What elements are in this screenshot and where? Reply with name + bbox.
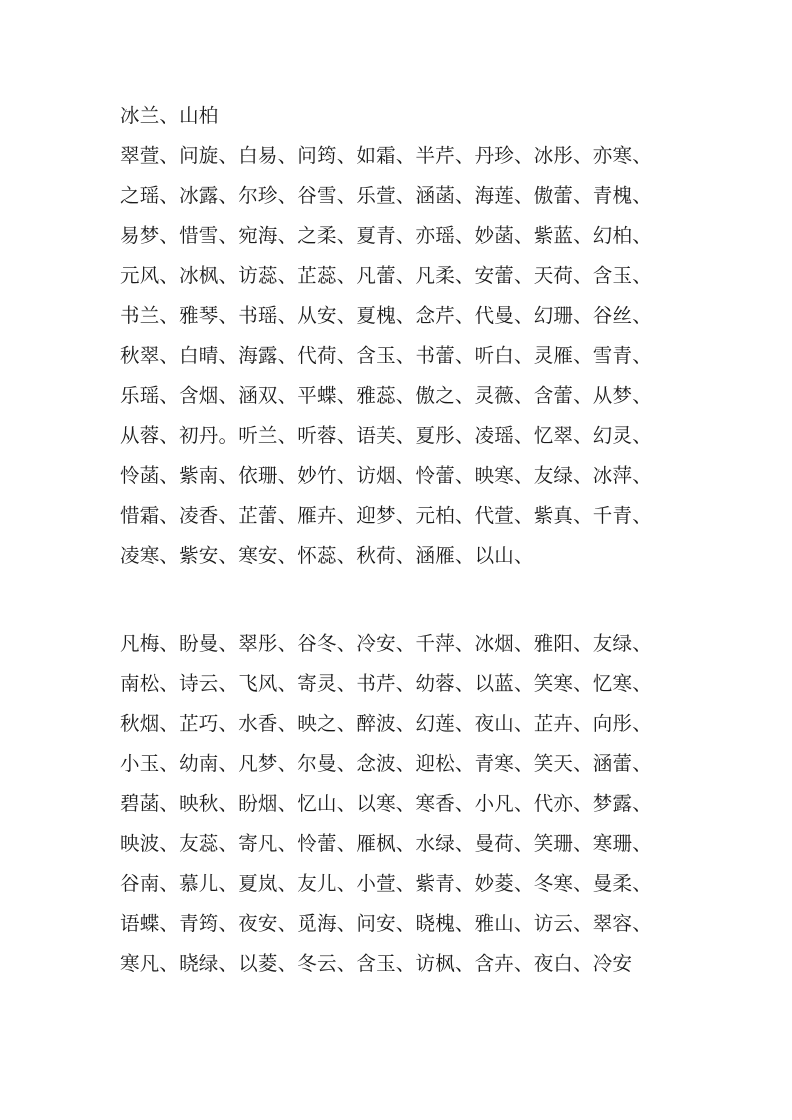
text-line: 凡梅、盼曼、翠彤、谷冬、冷安、千萍、冰烟、雅阳、友绿、 — [120, 632, 652, 655]
paragraph-2 — [120, 632, 680, 992]
text-line: 之瑶、冰露、尔珍、谷雪、乐萱、涵菡、海莲、傲蕾、青槐、 — [120, 184, 652, 207]
text-line: 易梦、惜雪、宛海、之柔、夏青、亦瑶、妙菡、紫蓝、幻柏、 — [120, 224, 652, 247]
paragraph-1 — [120, 104, 680, 584]
document-page — [120, 104, 680, 992]
text-line: 秋翠、白晴、海露、代荷、含玉、书蕾、听白、灵雁、雪青、 — [120, 344, 652, 367]
text-line: 乐瑶、含烟、涵双、平蝶、雅蕊、傲之、灵薇、含蕾、从梦、 — [120, 384, 652, 407]
text-line: 寒凡、晓绿、以菱、冬云、含玉、访枫、含卉、夜白、冷安 — [120, 952, 633, 975]
text-line: 映波、友蕊、寄凡、怜蕾、雁枫、水绿、曼荷、笑珊、寒珊、 — [120, 832, 652, 855]
text-line: 秋烟、芷巧、水香、映之、醉波、幻莲、夜山、芷卉、向彤、 — [120, 712, 652, 735]
text-line: 南松、诗云、飞风、寄灵、书芹、幼蓉、以蓝、笑寒、忆寒、 — [120, 672, 652, 695]
text-line: 从蓉、初丹。听兰、听蓉、语芙、夏彤、凌瑶、忆翠、幻灵、 — [120, 424, 652, 447]
text-line: 冰兰、山柏 — [120, 104, 219, 127]
text-line: 碧菡、映秋、盼烟、忆山、以寒、寒香、小凡、代亦、梦露、 — [120, 792, 652, 815]
text-line: 谷南、慕儿、夏岚、友儿、小萱、紫青、妙菱、冬寒、曼柔、 — [120, 872, 652, 895]
text-line: 元风、冰枫、访蕊、芷蕊、凡蕾、凡柔、安蕾、天荷、含玉、 — [120, 264, 652, 287]
text-line: 翠萱、问旋、白易、问筠、如霜、半芹、丹珍、冰彤、亦寒、 — [120, 144, 652, 167]
text-line: 语蝶、青筠、夜安、觅海、问安、晓槐、雅山、访云、翠容、 — [120, 912, 652, 935]
text-line: 凌寒、紫安、寒安、怀蕊、秋荷、涵雁、以山、 — [120, 544, 534, 567]
text-line: 书兰、雅琴、书瑶、从安、夏槐、念芹、代曼、幻珊、谷丝、 — [120, 304, 652, 327]
text-line: 怜菡、紫南、依珊、妙竹、访烟、怜蕾、映寒、友绿、冰萍、 — [120, 464, 652, 487]
text-line: 小玉、幼南、凡梦、尔曼、念波、迎松、青寒、笑天、涵蕾、 — [120, 752, 652, 775]
paragraph-spacer — [120, 584, 680, 632]
text-line: 惜霜、凌香、芷蕾、雁卉、迎梦、元柏、代萱、紫真、千青、 — [120, 504, 652, 527]
